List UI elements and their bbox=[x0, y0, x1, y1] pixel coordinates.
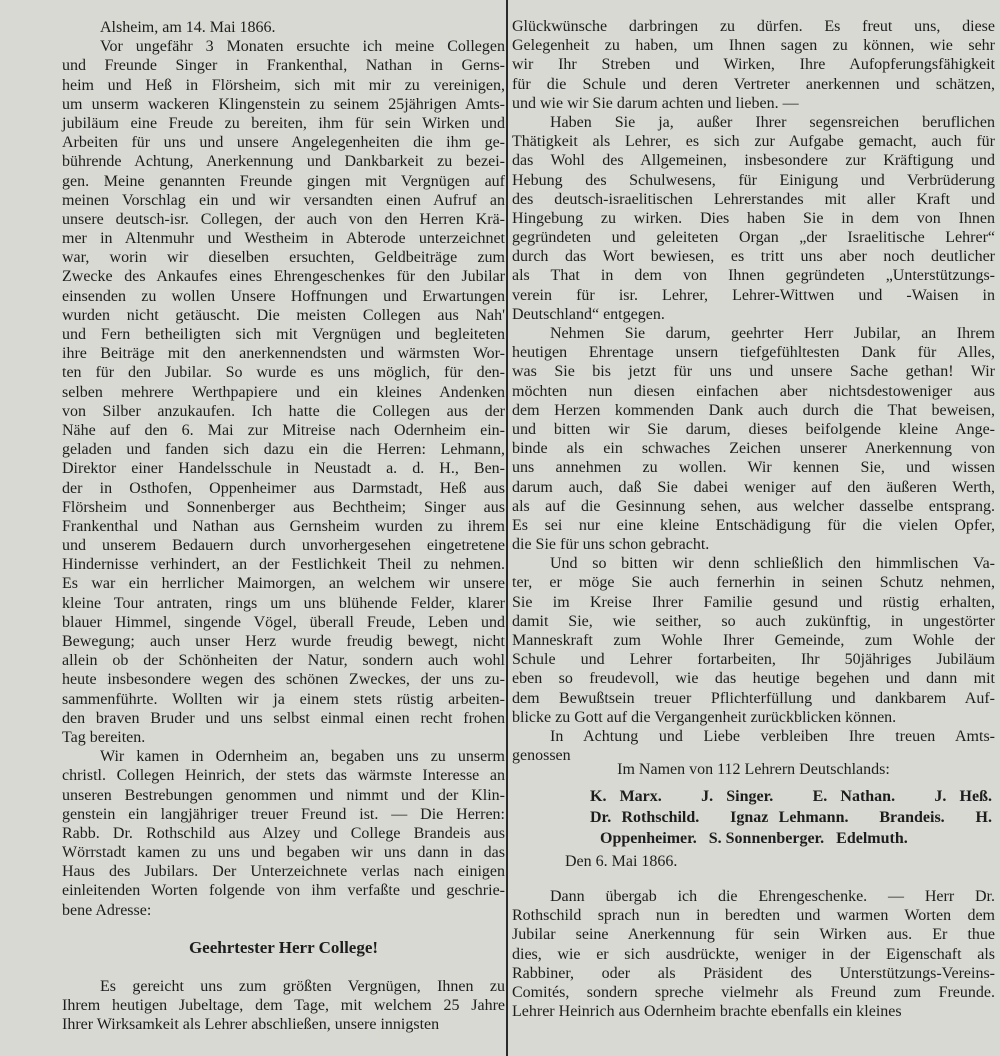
text-line: Glückwünsche darbringen zu dürfen. Es freut uns, diese bbox=[512, 18, 995, 35]
text-line: Rabb. Dr. Rothschild aus Alzey und College Brandeis aus bbox=[62, 824, 505, 842]
text-line: Rabbiner, oder als Präsident des Unterstützungs-Vereins- bbox=[512, 964, 995, 982]
signature-line: Oppenheimer. S. Sonnenberger. Edelmuth. bbox=[600, 830, 908, 847]
text-line: selben mehrere Werthpapiere und ein kleines Andenken bbox=[62, 383, 505, 401]
text-line: Und so bitten wir denn schließlich den himmlischen Va- bbox=[550, 555, 995, 573]
text-line: Wir kamen in Odernheim an, begaben uns zu unserm bbox=[100, 748, 505, 766]
text-line: bührende Achtung, Anerkennung und Dankbarkeit zu bezei- bbox=[62, 153, 505, 171]
text-line: binde als ein schwaches Zeichen unserer Anerkennung von bbox=[512, 440, 995, 458]
text-line: Alsheim, am 14. Mai 1866. bbox=[100, 19, 276, 36]
right-column-text bbox=[512, 17, 995, 765]
text-line: ten für den Jubilar. So wurde es uns möglich, für den- bbox=[62, 364, 505, 382]
text-line: In Achtung und Liebe verbleiben Ihre treuen Amts- bbox=[550, 727, 995, 745]
text-line: einleitenden Worten folgende von ihm verfaßte und geschrie- bbox=[62, 882, 505, 900]
text-line: genossen bbox=[512, 747, 571, 765]
text-line: Es sei nur eine kleine Entschädigung für die vielen Opfer, bbox=[512, 516, 995, 534]
text-line: Frankenthal und Nathan aus Gernsheim wurden zu ihrem bbox=[62, 517, 505, 535]
closing-paragraph bbox=[512, 887, 995, 1021]
address-heading: Geehrtester Herr College! bbox=[188, 938, 379, 957]
text-line: Nehmen Sie darum, geehrter Herr Jubilar, an Ihrem bbox=[550, 325, 995, 342]
signature-line: Dr. Rothschild. Ignaz Lehmann. Brandeis. H. bbox=[590, 809, 992, 826]
text-line: Es gereicht uns zum größten Vergnügen, Ihnen zu bbox=[100, 978, 505, 995]
text-line: Direktor einer Handelsschule in Neustadt a. d. H., Ben- bbox=[62, 460, 505, 478]
address-opening-paragraph bbox=[62, 977, 505, 1035]
text-line: um unserm wackeren Klingenstein zu seinem 25jährigen Amts- bbox=[62, 95, 505, 113]
text-line: Hingebung zu wirken. Dies haben Sie in dem von Ihnen bbox=[512, 209, 995, 227]
text-line: heute insbesondere wegen des schönen Zweckes, der uns zu- bbox=[62, 671, 505, 689]
text-line: wurden nicht getäuscht. Die meisten Collegen aus Nah' bbox=[62, 306, 505, 324]
text-line: gegründeten und geleiteten Organ „der Israelitische Lehrer“ bbox=[512, 229, 995, 247]
text-line: und unserem Bedauern durch unvorhergesehen eingetretene bbox=[62, 537, 505, 555]
text-line: Haben Sie ja, außer Ihrer segensreichen beruflichen bbox=[550, 113, 995, 131]
text-line: Rothschild sprach nun in beredten und warmen Worten dem bbox=[512, 907, 995, 925]
text-line: allein ob der Schönheiten der Natur, sondern auch wohl bbox=[62, 652, 505, 670]
text-line: ihre Beiträge mit den anerkennendsten und wärmsten Wor- bbox=[62, 345, 505, 363]
signature-line: K. Marx. J. Singer. E. Nathan. J. Heß. bbox=[590, 788, 992, 805]
text-line: von Silber anzukaufen. Ich hatte die Collegen aus der bbox=[62, 402, 505, 420]
text-line: der in Osthofen, Oppenheimer aus Darmstadt, Heß aus bbox=[62, 479, 505, 497]
text-line: dies, wie er sich ausdrückte, weniger in der Eigenschaft als bbox=[512, 945, 995, 963]
text-line: Jubilar seine Anerkennung für sein Wirken aus. Er thue bbox=[512, 926, 995, 944]
on-behalf-line: Im Namen von 112 Lehrern Deutschlands: bbox=[617, 761, 890, 778]
text-line: als auf die Gesinnung sehen, aus welcher dasselbe entsprang. bbox=[512, 497, 995, 515]
text-line: Schule und Lehrer fortarbeiten, Ihr 50jähriges Jubiläum bbox=[512, 651, 995, 669]
text-line: gen. Meine genannten Freunde gingen mit Vergnügen auf bbox=[62, 172, 505, 190]
address-date: Den 6. Mai 1866. bbox=[565, 853, 678, 870]
text-line: Vor ungefähr 3 Monaten ersuchte ich meine Collegen bbox=[100, 38, 505, 56]
text-line: und Freunde Singer in Frankenthal, Nathan in Gerns- bbox=[62, 57, 505, 75]
text-line: Deutschland“ entgegen. bbox=[512, 305, 665, 323]
text-line: kleine Tour antraten, rings um uns blühende Felder, klarer bbox=[62, 594, 505, 612]
text-line: christl. Collegen Heinrich, der stets das wärmste Interesse an bbox=[62, 767, 505, 785]
text-line: genstein ein langjähriger treuer Freund ist. — Die Herren: bbox=[62, 805, 505, 823]
text-line: den braven Bruder und uns selbst einmal einen recht frohen bbox=[62, 709, 505, 727]
text-line: Lehrer Heinrich aus Odernheim brachte ebenfalls ein kleines bbox=[512, 1003, 902, 1021]
text-line: Haus des Jubilars. Der Unterzeichnete verlas nach einigen bbox=[62, 863, 505, 881]
text-line: Wörrstadt kamen zu uns und begaben wir uns dann in das bbox=[62, 844, 505, 862]
text-line: jubiläum eine Freude zu bereiten, ihm für sein Wirken und bbox=[62, 114, 505, 132]
text-line: Es war ein herrlicher Maimorgen, an welchem wir unsere bbox=[62, 575, 505, 593]
text-line: die Sie für uns schon gebracht. bbox=[512, 536, 710, 554]
text-line: und Fern betheiligten sich mit Vergnügen und begleiteten bbox=[62, 326, 505, 343]
text-line: war, worin wir dieselben ersuchten, Geldbeiträge zum bbox=[62, 249, 505, 267]
text-line: Ihrem heutigen Jubeltage, dem Tage, mit welchem 25 Jahre bbox=[62, 997, 505, 1015]
text-line: wir Ihr Streben und Wirken, Ihre Aufopferungsfähigkeit bbox=[512, 56, 995, 74]
text-line: heim und Heß in Flörsheim, sich mit mir zu vereinigen, bbox=[62, 76, 505, 94]
text-line: unseren Bestrebungen genommen und nimmt und der Klin- bbox=[62, 786, 505, 804]
text-line: Flörsheim und Sonnenberger aus Bechtheim; Singer aus bbox=[62, 498, 505, 516]
signatures bbox=[590, 786, 992, 849]
text-line: blicke zu Gott auf die Vergangenheit zurückblicken können. bbox=[512, 708, 897, 726]
text-line: Comités, sondern spreche vielmehr als Freund zum Freunde. bbox=[512, 983, 995, 1001]
text-line: des deutsch-israelitischen Lehrerstandes mit aller Kraft und bbox=[512, 190, 995, 208]
text-line: Sie im Kreise Ihrer Familie gesund und rüstig erhalten, bbox=[512, 593, 995, 611]
text-line: Bewegung; auch unser Herz wurde freudig bewegt, nicht bbox=[62, 633, 505, 650]
text-line: dem Herzen kommenden Dank auch durch die That beweisen, bbox=[512, 401, 995, 419]
text-line: Gelegenheit zu haben, um Ihnen sagen zu können, wie sehr bbox=[512, 37, 995, 55]
text-line: Arbeiten für uns und unsere Angelegenheiten die ihm ge- bbox=[62, 134, 505, 152]
text-line: durch das Wort bewiesen, es tritt uns aber noch deutlicher bbox=[512, 248, 995, 266]
text-line: einsenden zu wollen Unsere Hoffnungen und Erwartungen bbox=[62, 287, 505, 305]
text-line: das Wohl des Allgemeinen, insbesondere zur Kräftigung und bbox=[512, 152, 995, 170]
text-line: was Sie bis jetzt für uns und unsere Sache gethan! Wir bbox=[512, 363, 995, 381]
text-line: Ihrer Wirksamkeit als Lehrer abschließen, unsere innigsten bbox=[62, 1016, 440, 1034]
text-line: unsere deutsch-isr. Collegen, der auch von den Herren Krä- bbox=[62, 210, 505, 228]
text-line: geladen und fanden sich dazu ein die Herren: Lehmann, bbox=[62, 441, 505, 459]
text-line: Hebung des Schulwesens, für Einigung und Verbrüderung bbox=[512, 171, 995, 189]
text-line: blauer Himmel, singende Vögel, überall Freude, Leben und bbox=[62, 613, 505, 631]
text-line: Thätigkeit als Lehrer, es sich zur Aufgabe gemacht, auch für bbox=[512, 133, 995, 151]
text-line: Manneskraft zum Wohle Ihrer Gemeinde, zum Wohle der bbox=[512, 632, 995, 649]
text-line: als That in dem von Ihnen gegründeten „Unterstützungs- bbox=[512, 267, 995, 285]
text-line: ter, er möge Sie auch fernerhin in seinen Schutz nehmen, bbox=[512, 574, 995, 592]
text-line: Nähe auf den 6. Mai zur Mitreise nach Odernheim ein- bbox=[62, 421, 505, 439]
left-column-text bbox=[62, 18, 505, 920]
text-line: bene Adresse: bbox=[62, 901, 152, 919]
text-line: mer in Altenmuhr und Westheim in Abterode unterzeichnet bbox=[62, 230, 505, 248]
text-line: verein für isr. Lehrer, Lehrer-Wittwen und -Waisen in bbox=[512, 286, 995, 304]
text-line: Zwecke des Ankaufes eines Ehrengeschenkes für den Jubilar bbox=[62, 268, 505, 286]
text-line: sammenführte. Wollten wir ja einem stets rüstig arbeiten- bbox=[62, 690, 505, 708]
text-line: und bitten wir Sie darum, dieses beifolgende kleine Ange- bbox=[512, 420, 995, 438]
text-line: Hindernisse verhindert, an der Festlichkeit Theil zu nehmen. bbox=[62, 556, 505, 574]
text-line: für die Schule und deren Vertreter anerkennen und schätzen, bbox=[512, 75, 995, 93]
text-line: möchten nun diesen einfachen aber nichtsdestoweniger aus bbox=[512, 382, 995, 400]
text-line: darum auch, daß Sie dabei weniger auf den äußeren Werth, bbox=[512, 478, 995, 496]
text-line: dem Bewußtsein treuer Pflichterfüllung und dankbarem Auf- bbox=[512, 689, 995, 707]
text-line: Tag bereiten. bbox=[62, 728, 146, 746]
text-line: heutigen Ehrentage unsern tiefgefühltesten Dank für Alles, bbox=[512, 344, 995, 362]
text-line: uns annehmen zu wollen. Wir kennen Sie, und wissen bbox=[512, 459, 995, 477]
text-line: damit Sie, wie seither, so auch zukünftig, in ungestörter bbox=[512, 612, 995, 630]
text-line: meinen Vorschlag ein und wir versandten einen Aufruf an bbox=[62, 191, 505, 209]
column-divider bbox=[506, 0, 508, 1056]
text-line: und wie wir Sie darum achten und lieben. — bbox=[512, 94, 799, 112]
text-line: Dann übergab ich die Ehrengeschenke. — Herr Dr. bbox=[550, 888, 995, 905]
text-line: eben so freudevoll, wie das heutige begehen und dann mit bbox=[512, 670, 995, 688]
